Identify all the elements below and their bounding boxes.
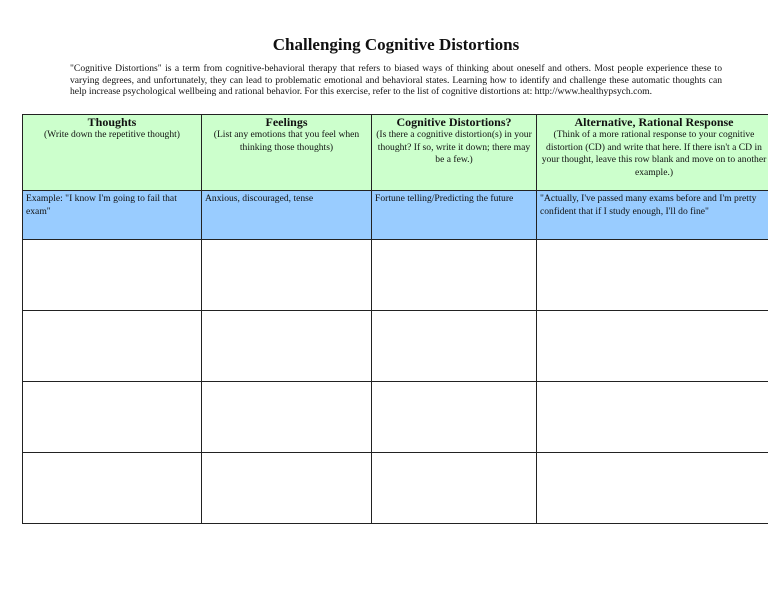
column-title: Feelings <box>265 115 308 129</box>
feeling-cell[interactable] <box>202 453 372 524</box>
thought-cell[interactable] <box>23 240 202 311</box>
column-title: Alternative, Rational Response <box>574 115 734 129</box>
column-subtitle: (List any emotions that you feel when thinking those thoughts) <box>213 129 360 153</box>
column-subtitle: (Is there a cognitive distortion(s) in your thought? If so, write it down; there may be a few.) <box>376 129 532 165</box>
response-cell[interactable] <box>537 453 768 524</box>
intro-paragraph: "Cognitive Distortions" is a term from cognitive-behavioral therapy that refers to biased ways of thinking about oneself and others. Most people experience these to varying degrees, and unfortunately, they can lead to problematic emotional and behavioral states. Learning how to identify and challenge these automatic thoughts can help increase psychological wellbeing and rational behavior. For this exercise, refer to the list of cognitive distortions at: http://www.healthypsych.com. <box>70 63 722 97</box>
column-header-thoughts <box>23 115 202 191</box>
example-thought-cell: Example: "I know I'm going to fail that exam" <box>23 191 202 240</box>
header-row <box>23 115 768 191</box>
column-title: Thoughts <box>87 115 137 129</box>
table-row <box>23 311 768 382</box>
table-row <box>23 240 768 311</box>
table-row <box>23 453 768 524</box>
column-subtitle: (Write down the repetitive thought) <box>43 129 181 140</box>
column-header-response <box>537 115 768 191</box>
column-subtitle: (Think of a more rational response to your cognitive distortion (CD) and write that here. If there isn't a CD in your thought, leave this row blank and move on to another example.) <box>541 129 767 178</box>
response-cell[interactable] <box>537 240 768 311</box>
worksheet-table <box>22 114 768 524</box>
feeling-cell[interactable] <box>202 311 372 382</box>
table-row <box>23 382 768 453</box>
thought-cell[interactable] <box>23 382 202 453</box>
thought-cell[interactable] <box>23 453 202 524</box>
feeling-cell[interactable] <box>202 382 372 453</box>
distortion-cell[interactable] <box>372 311 537 382</box>
column-header-feelings <box>202 115 372 191</box>
response-cell[interactable] <box>537 311 768 382</box>
distortion-cell[interactable] <box>372 240 537 311</box>
page-title: Challenging Cognitive Distortions <box>272 35 520 54</box>
thought-cell[interactable] <box>23 311 202 382</box>
example-response-cell: "Actually, I've passed many exams before and I'm pretty confident that if I study enough, I'll do fine" <box>537 191 768 240</box>
distortion-cell[interactable] <box>372 382 537 453</box>
column-title: Cognitive Distortions? <box>396 115 512 129</box>
response-cell[interactable] <box>537 382 768 453</box>
example-feeling-cell: Anxious, discouraged, tense <box>202 191 372 240</box>
column-header-distortions <box>372 115 537 191</box>
distortion-cell[interactable] <box>372 453 537 524</box>
example-distortion-cell: Fortune telling/Predicting the future <box>372 191 537 240</box>
example-row <box>23 191 768 240</box>
feeling-cell[interactable] <box>202 240 372 311</box>
